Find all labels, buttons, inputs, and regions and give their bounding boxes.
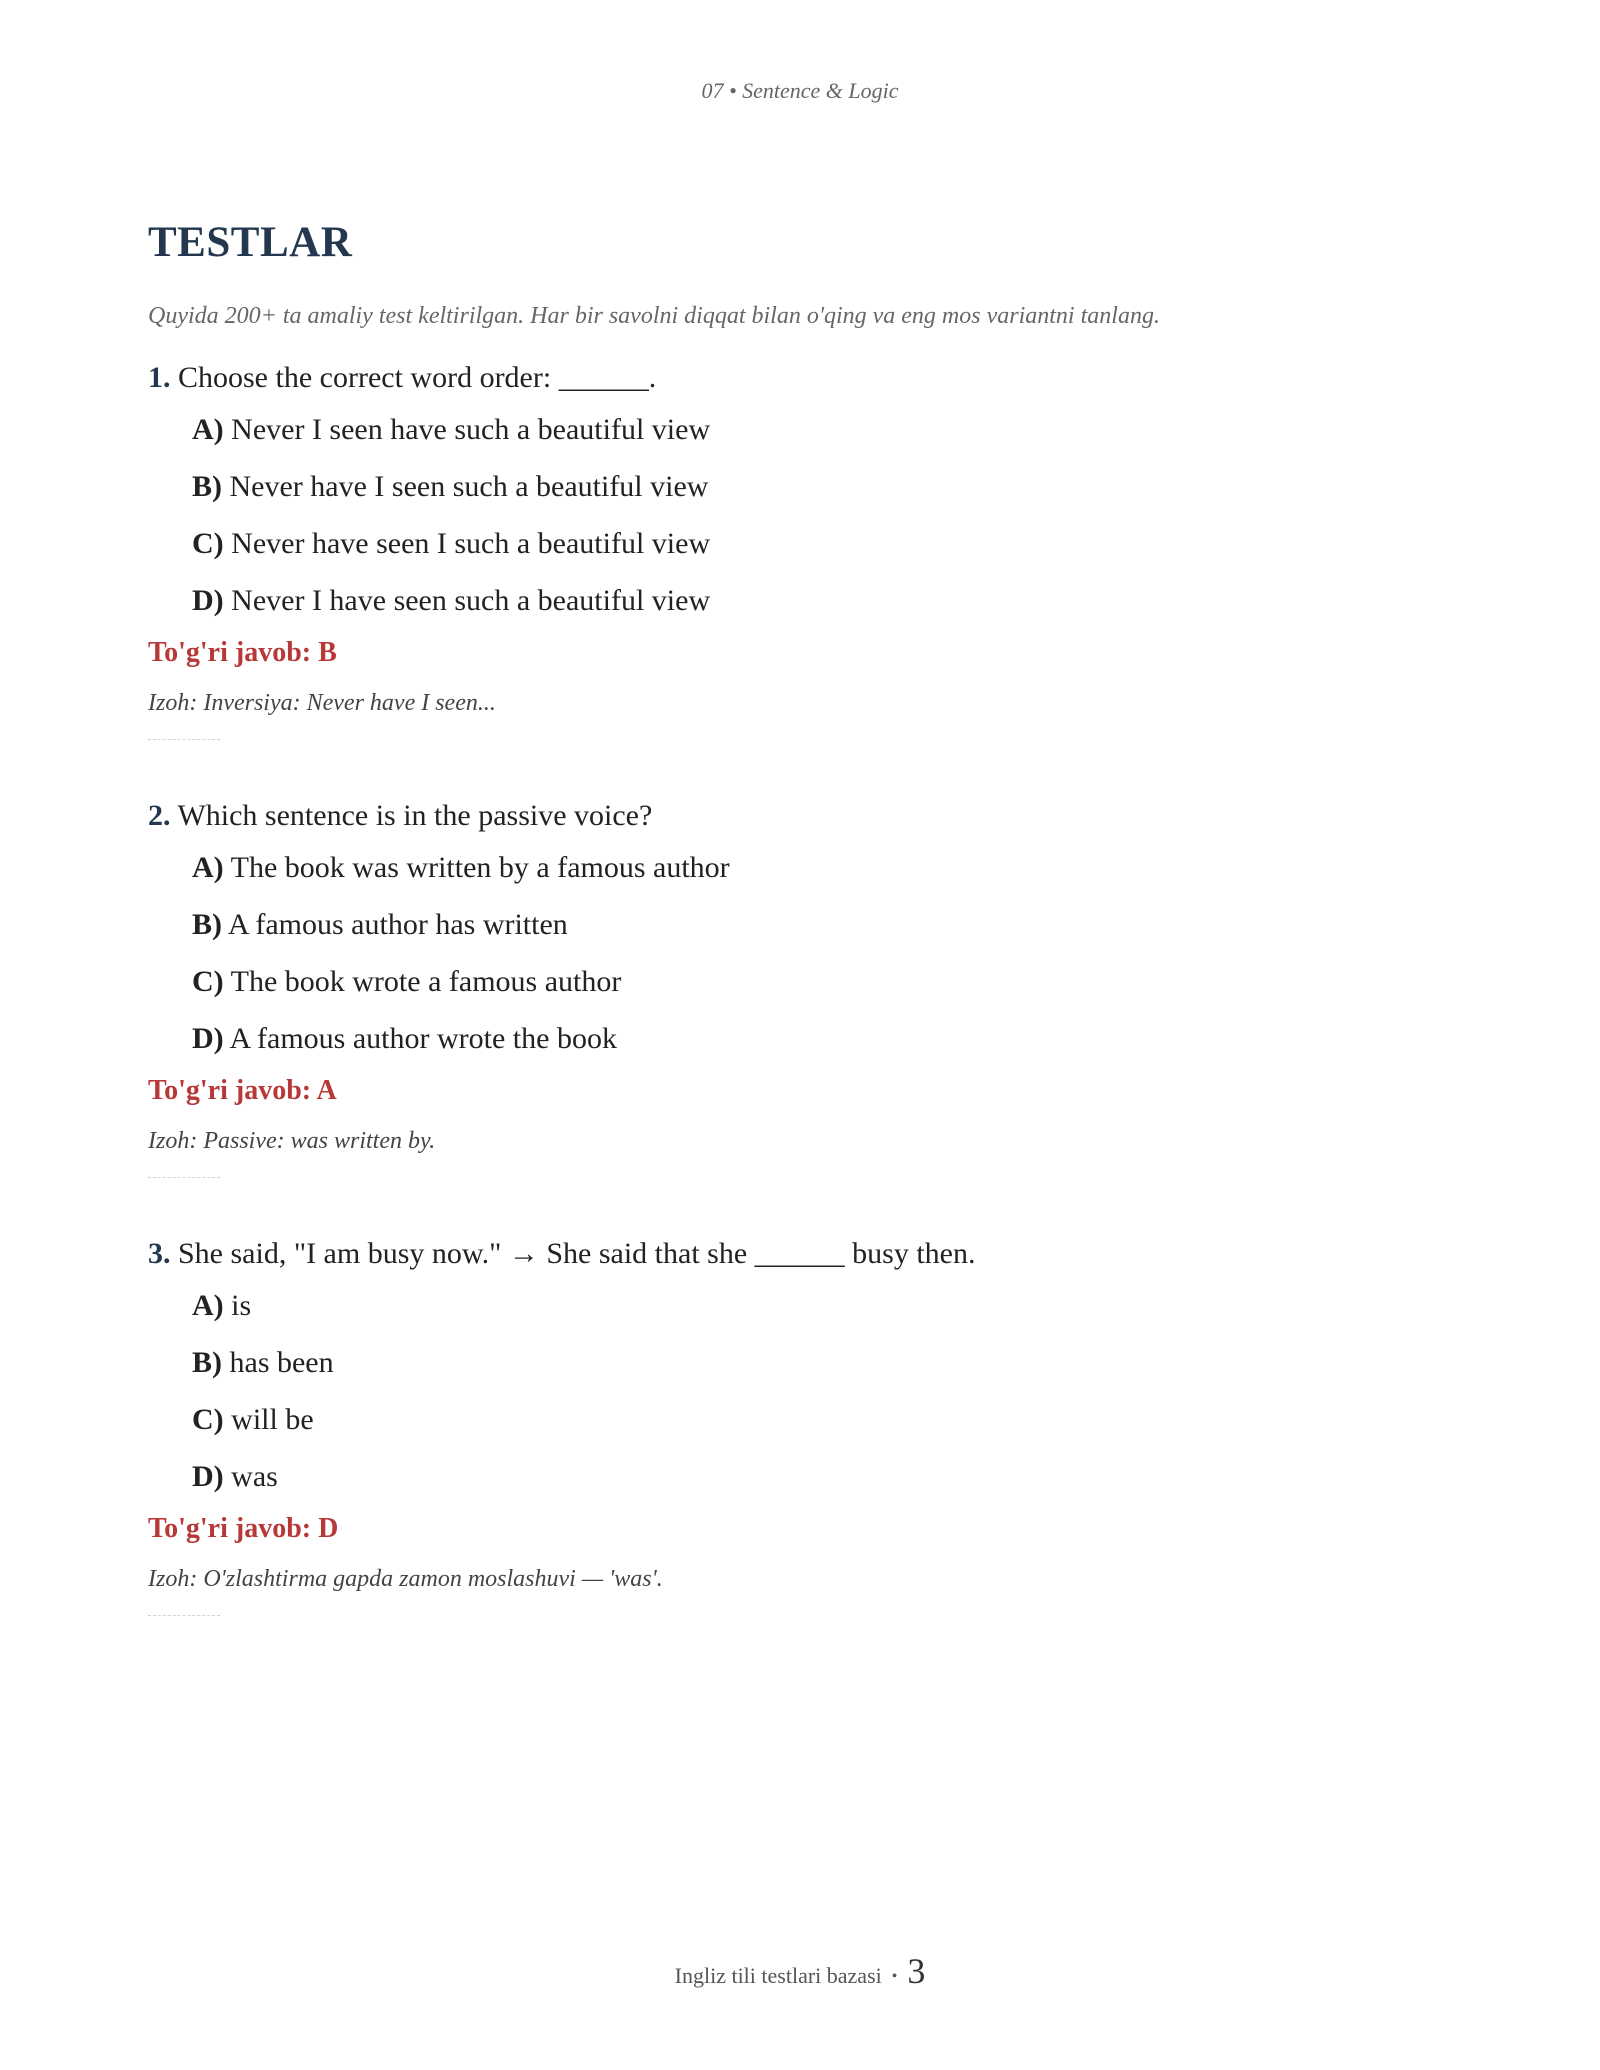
question-3 [148, 1234, 1448, 1616]
question-divider [148, 739, 220, 740]
option-letter: C) [192, 527, 224, 560]
option-a[interactable] [192, 848, 1448, 888]
option-letter: A) [192, 851, 224, 884]
option-b[interactable] [192, 1343, 1448, 1383]
page-content [148, 218, 1448, 1672]
option-d[interactable] [192, 1457, 1448, 1497]
option-b[interactable] [192, 467, 1448, 507]
question-prompt: Choose the correct word order: ______. [178, 361, 657, 394]
options-list [148, 1286, 1448, 1497]
running-header: 07 • Sentence & Logic [701, 78, 899, 103]
option-a[interactable] [192, 410, 1448, 450]
option-a[interactable] [192, 1286, 1448, 1326]
question-number: 1. [148, 361, 171, 394]
options-list [148, 848, 1448, 1059]
footer-book-title: Ingliz tili testlari bazasi [674, 1963, 882, 1988]
option-letter: B) [192, 1346, 222, 1379]
option-b[interactable] [192, 905, 1448, 945]
correct-answer: To'g'ri javob: A [148, 1075, 337, 1106]
question-divider [148, 1177, 220, 1178]
question-2 [148, 796, 1448, 1178]
question-text [148, 358, 1448, 398]
option-letter: D) [192, 1460, 224, 1493]
option-text: Never I have seen such a beautiful view [231, 584, 711, 617]
question-prompt: Which sentence is in the passive voice? [177, 799, 653, 832]
page-number: 3 [907, 1951, 926, 1991]
answer-explanation: Izoh: O'zlashtirma gapda zamon moslashuvi — 'was'. [148, 1566, 663, 1592]
option-text: has been [229, 1346, 334, 1379]
question-text [148, 1234, 1448, 1274]
question-1 [148, 358, 1448, 740]
option-letter: D) [192, 1022, 224, 1055]
option-text: Never have I seen such a beautiful view [229, 470, 709, 503]
option-letter: D) [192, 584, 224, 617]
option-text: A famous author wrote the book [229, 1022, 617, 1055]
option-letter: C) [192, 965, 224, 998]
correct-answer: To'g'ri javob: D [148, 1513, 339, 1544]
question-number: 2. [148, 799, 171, 832]
option-c[interactable] [192, 1400, 1448, 1440]
options-list [148, 410, 1448, 621]
option-d[interactable] [192, 581, 1448, 621]
section-intro: Quyida 200+ ta amaliy test keltirilgan. Har bir savolni diqqat bilan o'qing va eng mos variantni tanlang. [148, 303, 1160, 329]
option-letter: B) [192, 908, 222, 941]
option-text: is [231, 1289, 252, 1322]
option-c[interactable] [192, 962, 1448, 1002]
section-title: TESTLAR [148, 219, 353, 266]
option-letter: B) [192, 470, 222, 503]
option-text: The book was written by a famous author [230, 851, 730, 884]
question-prompt: She said, "I am busy now." → She said that she ______ busy then. [178, 1237, 976, 1270]
option-letter: A) [192, 413, 224, 446]
question-number: 3. [148, 1237, 171, 1270]
correct-answer: To'g'ri javob: B [148, 637, 337, 668]
option-text: Never have seen I such a beautiful view [231, 527, 711, 560]
option-text: Never I seen have such a beautiful view [231, 413, 711, 446]
option-letter: C) [192, 1403, 224, 1436]
option-text: A famous author has written [227, 908, 568, 941]
option-text: will be [231, 1403, 314, 1436]
option-text: The book wrote a famous author [230, 965, 622, 998]
option-letter: A) [192, 1289, 224, 1322]
option-c[interactable] [192, 524, 1448, 564]
running-footer [0, 1950, 1600, 1992]
question-text [148, 796, 1448, 836]
answer-explanation: Izoh: Passive: was written by. [148, 1128, 436, 1154]
footer-separator: • [891, 1968, 898, 1985]
option-text: was [231, 1460, 278, 1493]
question-divider [148, 1615, 220, 1616]
option-d[interactable] [192, 1019, 1448, 1059]
answer-explanation: Izoh: Inversiya: Never have I seen... [148, 690, 496, 716]
